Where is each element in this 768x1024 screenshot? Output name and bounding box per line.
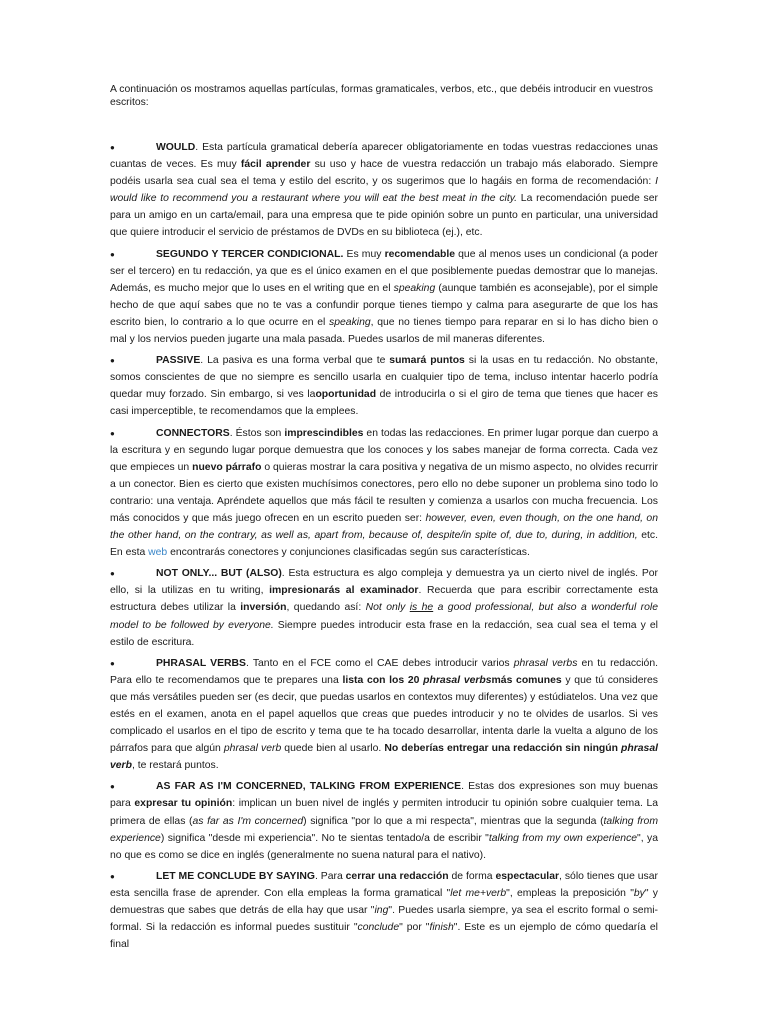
text-segment: . Tanto en el FCE como el CAE debes introducir varios (245, 657, 514, 669)
text-segment: let me+verb (450, 887, 507, 899)
text-segment: I would like to recommend you a restaurant where you will eat the best meat in the city. (110, 176, 658, 205)
text-segment: , quedando así: (286, 602, 366, 614)
text-segment: SEGUNDO Y TERCER CONDICIONAL. (156, 248, 344, 260)
text-segment: . Para (314, 870, 346, 882)
bullet-icon: ● (110, 871, 115, 881)
text-segment: " por " (399, 922, 430, 934)
text-segment: , sólo tienes que usar esta sencilla frase de aprender. Con ella empleas la forma gramatical " (110, 870, 658, 899)
bullet-icon: ● (110, 356, 115, 366)
bullet-icon: ● (110, 569, 115, 579)
text-segment: y que tú consideres que más versátiles pueden ser (es decir, que puedas usarlos en contextos muy diferentes) y estúdiatelos. Una vez que estés en el examen, anota en el papel aquellos que creas que puedes introducir y no te olvides de usarlos. Si ves complicado el usarlos en el tipo de escrito y tema que te ha tocado desarrollar, intenta darle la vuelta a alguno de los párrafos para que algún (110, 674, 658, 755)
text-segment: Siempre puedes introducir esta frase en la redacción, sea cual sea el tema y el estilo de escritura. (110, 619, 658, 648)
text-segment: CONNECTORS (156, 427, 230, 439)
text-segment: , te restará puntos. (131, 760, 219, 772)
list-item (110, 139, 658, 242)
bullet-icon: ● (110, 428, 115, 438)
text-segment: as far as I'm concerned (192, 815, 304, 827)
text-segment: phrasal verbs (423, 674, 492, 686)
text-segment: phrasal verb (110, 743, 658, 772)
text-segment: ", ya no que es como se dice en inglés (generalmente no suena natural para el nativo). (110, 832, 658, 861)
text-segment: : implican un buen nivel de inglés y permiten introducir tu opinión sobre cualquier tema. La primera de ellas ( (110, 798, 658, 827)
text-segment: sumará puntos (389, 355, 465, 367)
text-segment: espectacular (495, 870, 560, 882)
text-segment: . Esta estructura es algo compleja y demuestra ya un cierto nivel de inglés. Por ello, si la utilizas en tu writing, (110, 568, 658, 597)
list-item (110, 778, 658, 863)
list-item (110, 655, 658, 775)
text-segment: imprescindibles (284, 427, 364, 439)
text-segment: de introducirla o si el giro de tema que tienes que hacer es casi imperceptible, te recomendamos que la emplees. (110, 389, 658, 418)
text-segment: a good professional, but also a wonderful role model to be followed by everyone. (110, 602, 658, 631)
text-segment: La recomendación puede ser para un amigo en un carta/email, para una empresa que te pide opinión sobre un punto en particular, una universidad que quiere introducir el servicio de préstamos de DVDs en su biblioteca (ej.), etc. (110, 193, 658, 239)
text-segment: fácil aprender (240, 159, 311, 171)
text-segment: más comunes (491, 674, 562, 686)
text-segment: No deberías entregar una redacción sin ningún (384, 743, 622, 755)
text-segment: expresar tu opinión (134, 798, 233, 810)
text-segment: inversión (240, 602, 287, 614)
text-segment: " y demuestras que sabes que detrás de ella hay que usar " (110, 887, 658, 917)
list-item (110, 352, 658, 420)
text-segment: . Esta partícula gramatical debería aparecer obligatoriamente en todas vuestras redacciones unas cuantas de veces. Es muy (110, 142, 658, 171)
text-segment: by (633, 887, 645, 899)
text-segment: ) significa "por lo que a mi respecta", mientras que la segunda ( (303, 815, 604, 827)
text-segment: PHRASAL VERBS (156, 657, 246, 669)
text-segment: en tu redacción. Para ello te recomendamos que te prepares una (110, 657, 659, 686)
web-link[interactable]: web (148, 547, 168, 559)
text-segment: oportunidad (315, 389, 377, 401)
text-segment: cerrar una redacción (345, 870, 449, 882)
text-segment: lista con los 20 (342, 674, 424, 686)
list-item (110, 425, 658, 562)
text-segment: . Recuerda que para escribir correctamente esta estructura debes utilizar la (110, 585, 658, 614)
intro-paragraph: A continuación os mostramos aquellas partículas, formas gramaticales, verbos, etc., que debéis introducir en vuestros escritos: (110, 84, 653, 108)
text-segment: PASSIVE (156, 355, 201, 367)
text-segment: ", empleas la preposición " (506, 887, 634, 899)
text-segment: encontrarás conectores y conjunciones clasificadas según sus características. (167, 547, 530, 559)
text-segment: si la usas en tu redacción. No obstante, somos conscientes de que no siempre es sencillo usarla en cualquier tipo de tema, incluso intentar hacerlo podría quedar muy forzado. Sin embargo, si ves la (110, 355, 658, 401)
text-segment: NOT ONLY... BUT (ALSO) (156, 568, 282, 580)
list-item (110, 868, 658, 953)
text-segment: phrasal verb (223, 743, 282, 755)
text-segment: Not only (365, 602, 410, 614)
text-segment: speaking (329, 316, 371, 328)
list-item (110, 246, 658, 349)
text-segment: ing (374, 905, 389, 917)
text-segment: talking from my own experience (488, 832, 638, 844)
text-segment: talking from experience (110, 815, 658, 844)
bullet-icon: ● (110, 143, 115, 152)
bullet-icon: ● (110, 782, 115, 792)
text-segment: ". Puedes usarla siempre, ya sea el escrito formal o semi-formal. Si la redacción es informal puedes sustituir " (110, 905, 658, 934)
bullet-list (110, 139, 658, 953)
text-segment: speaking (393, 282, 436, 294)
text-segment: (aunque también es aconsejable), por el simple hecho de que aquí sabes que no te vas a confundir porque tienes tiempo y calma para asegurarte de que los has escrito bien, lo contrario a lo que ocurre en el (110, 282, 659, 328)
text-segment: LET ME CONCLUDE BY SAYING (156, 870, 315, 882)
text-segment: quede bien al usarlo. (281, 743, 385, 755)
text-segment: . Éstos son (229, 427, 285, 439)
text-segment: is he (409, 602, 434, 614)
text-segment: phrasal verbs (513, 657, 578, 669)
text-segment: en todas las redacciones. En primer lugar porque dan cuerpo a la escritura y en segundo lugar porque demuestra que los conoces y los sabes manejar de forma correcta. Cada vez que empieces un (110, 427, 658, 473)
text-segment: however, even, even though, on the one hand, on the other hand, on the contrary, as well as, apart from, because of, despite/in spite of, due to, during, in addition, (110, 512, 658, 542)
text-segment: . Estas dos expresiones son muy buenas para (110, 781, 659, 810)
text-segment: que al menos uses un condicional (a poder ser el tercero) en tu redacción, ya que es el único examen en el que posiblemente puedas demostrar que lo manejas. Además, es mucho mejor que lo uses en el writing que en el (110, 248, 658, 294)
text-segment: Es muy (343, 248, 385, 260)
text-segment: recomendable (384, 248, 456, 260)
text-segment: conclude (357, 922, 400, 934)
text-segment: AS FAR AS I'M CONCERNED, TALKING FROM EXPERIENCE (156, 781, 462, 793)
bullet-icon: ● (110, 658, 115, 668)
list-item (110, 565, 658, 650)
text-segment: WOULD (156, 142, 196, 153)
text-segment: ". Este es un ejemplo de cómo quedaría el final (110, 922, 658, 951)
text-segment: . La pasiva es una forma verbal que te (200, 355, 390, 367)
text-segment: , que no tienes tiempo para reparar en si lo has dicho bien o mal y los nervios pueden jugarte una mala pasada. Puedes usarlos de mil maneras diferentes. (110, 316, 658, 346)
text-segment: finish (429, 922, 454, 934)
text-segment: de forma (448, 870, 496, 882)
text-segment: su uso y hace de vuestra redacción un trabajo más elaborado. Siempre podéis usarla sea cual sea el tema y estilo del escrito, y os sugerimos que lo hagáis en forma de recomendación: (110, 159, 658, 188)
text-segment: impresionarás al examinador (269, 585, 419, 597)
bullet-icon: ● (110, 249, 115, 259)
text-segment: ) significa "desde mi experiencia". No te sientas tentado/a de escribir " (160, 832, 489, 844)
text-segment: o quieras mostrar la cara positiva y negativa de un mismo aspecto, no olvides recurrir a un conector. Bien es cierto que existen muchísimos conectores, pero ello no debe suponer un problema sino todo lo contrario: una ventaja. Apréndete aquellos que más fácil te resulten y comienza a usarlos con mucha frecuencia. Los más conocidos y que más juego ofrecen en un escrito pueden ser: (110, 461, 658, 524)
text-segment: etc. En esta (110, 530, 659, 559)
text-segment: nuevo párrafo (192, 461, 262, 473)
